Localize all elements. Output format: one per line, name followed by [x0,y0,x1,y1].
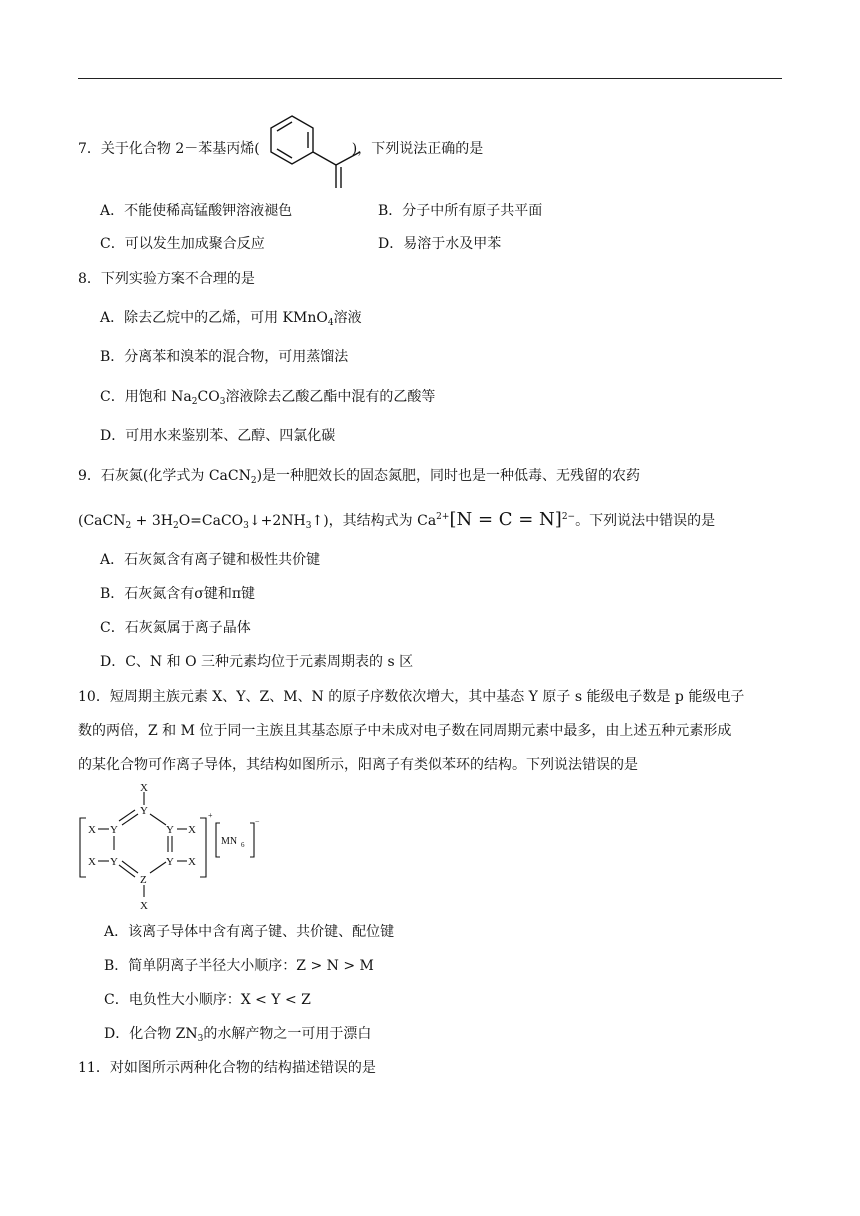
q7-option-b: B．分子中所有原子共平面 [378,203,543,219]
q9-eq-sup-n: 2− [561,512,576,522]
q9-stem-pre: 9．石灰氮(化学式为 CaCN [78,468,251,484]
q9-eq-sub1: 2 [125,521,132,531]
q7-option-d: D．易溶于水及甲苯 [378,236,502,252]
diagram-anion-sub: 6 [241,841,245,849]
q11-stem: 11．对如图所示两种化合物的结构描述错误的是 [78,1060,376,1076]
q8-c-post: 溶液除去乙酸乙酯中混有的乙酸等 [225,389,436,405]
q8-c-sub1: 2 [191,397,198,407]
q8-a-pre: A．除去乙烷中的乙烯，可用 KMnO [100,310,328,326]
diagram-y-left-lower: Y [110,856,118,868]
q9-eq-sub4: 3 [305,521,312,531]
q9-eq-5: ↑)，其结构式为 Ca [311,513,437,529]
q8-option-c [100,387,435,407]
q9-eq-3: O=CaCO [178,513,244,529]
q10-option-a: A．该离子导体中含有离子键、共价键、配位键 [104,924,395,940]
q7-option-c: C．可以发生加成聚合反应 [100,236,265,252]
q9-option-a: A．石灰氮含有离子键和极性共价键 [100,552,321,568]
q9-option-b: B．石灰氮含有σ键和π键 [100,586,256,602]
diagram-x-right-upper: X [188,824,196,836]
q8-c-mid: CO [197,389,220,405]
q10-stem-line1: 10．短周期主族元素 X、Y、Z、M、N 的原子序数依次增大，其中基态 Y 原子 s 能级电子数是 p 能级电子 [78,689,745,705]
q9-eq-sub3: 3 [243,521,249,531]
q10-option-c: C．电负性大小顺序：X < Y < Z [104,992,311,1008]
q9-equation [78,510,715,531]
q10-stem-line2: 数的两倍，Z 和 M 位于同一主族且其基态原子中未成对电子数在同周期元素中最多，由上述五种元素形成 [78,723,732,739]
q9-stem-post: )是一种肥效长的固态氮肥，同时也是一种低毒、无残留的农药 [256,468,641,484]
diagram-cation-charge: + [208,811,213,820]
q10-d-post: 的水解产物之一可用于漂白 [203,1026,372,1042]
q8-option-d: D．可用水来鉴别苯、乙醇、四氯化碳 [100,428,336,444]
diagram-y-top: Y [140,805,148,817]
q9-eq-sub2: 2 [172,521,179,531]
q9-eq-4: ↓+2NH [248,513,306,529]
q9-stem [78,466,640,486]
q8-a-sub: 4 [327,318,334,328]
q9-eq-1: (CaCN [78,513,126,529]
q7-stem-pre: 7．关于化合物 2－苯基丙烯( [78,141,260,157]
q8-stem: 8．下列实验方案不合理的是 [78,271,255,287]
diagram-x-left-upper: X [88,824,96,836]
q10-option-d [104,1024,371,1044]
q9-option-c: C．石灰氮属于离子晶体 [100,620,251,636]
header-rule [78,78,782,79]
ionic-conductor-structure [78,780,268,914]
diagram-x-right-lower: X [188,856,196,868]
diagram-y-right-lower: Y [166,856,174,868]
q8-option-a [100,308,362,328]
q7-stem-post: )，下列说法正确的是 [351,141,484,157]
q10-stem-line3: 的某化合物可作离子导体，其结构如图所示，阳离子有类似苯环的结构。下列说法错误的是 [78,757,638,773]
diagram-anion-charge: − [255,817,260,826]
q8-option-b: B．分离苯和溴苯的混合物，可用蒸馏法 [100,349,349,365]
q9-option-d: D．C、N 和 O 三种元素均位于元素周期表的 s 区 [100,654,414,670]
diagram-y-left-upper: Y [110,824,118,836]
diagram-x-top: X [140,782,148,794]
q10-d-sub: 3 [197,1034,204,1044]
diagram-y-right-upper: Y [166,824,174,836]
2-phenylpropene-structure [268,108,368,192]
q8-a-post: 溶液 [333,310,362,326]
q9-stem-sub: 2 [250,476,257,486]
diagram-anion-formula: MN [221,836,238,847]
diagram-z: Z [140,874,147,886]
q9-eq-6: 。下列说法中错误的是 [575,513,716,529]
q9-eq-bracket: [N = C = N] [449,509,562,530]
q10-d-pre: D．化合物 ZN [104,1026,198,1042]
q10-option-b: B．简单阴离子半径大小顺序：Z > N > M [104,958,374,974]
diagram-x-bottom: X [140,900,148,912]
q7-option-a: A．不能使稀高锰酸钾溶液褪色 [100,203,293,219]
q8-c-pre: C．用饱和 Na [100,389,192,405]
q9-eq-2: + 3H [131,513,173,529]
diagram-x-left-lower: X [88,856,96,868]
q8-c-sub2: 3 [219,397,226,407]
q9-eq-sup-ca: 2+ [436,512,450,522]
